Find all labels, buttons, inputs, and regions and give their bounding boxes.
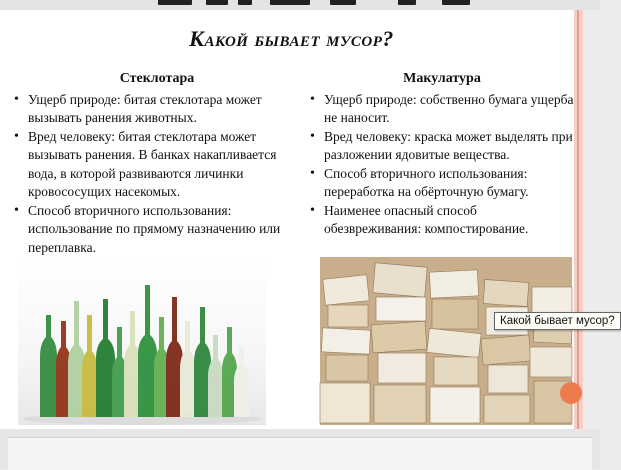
list-item: • Ущерб природе: битая стеклотара может вызывать ранения животных.: [12, 91, 302, 128]
list-item: • Наименее опасный способ обезвреживания: компостирование.: [308, 202, 576, 239]
column-paper: [308, 70, 576, 239]
presentation-slide: [0, 10, 583, 429]
list-item: • Вред человеку: битая стеклотара может вызывать ранения. В банках накапливается вода, в которой развиваются личинки кровососущих насекомых.: [12, 128, 302, 202]
top-strip: [0, 0, 600, 10]
column-heading-glass: Стеклотара: [119, 71, 195, 86]
waste-paper-photo: [320, 257, 572, 425]
slide-title: Какой бывает мусор?: [189, 26, 394, 51]
column-glass: [12, 70, 302, 257]
paper-bullet-list: [308, 91, 576, 239]
slide-tooltip: Какой бывает мусор?: [494, 312, 621, 330]
list-item: • Вред человеку: краска может выделять при разложении ядовитые вещества.: [308, 128, 576, 165]
list-item: • Ущерб природе: собственно бумага ущерба не наносит.: [308, 91, 576, 128]
glass-bullet-list: [12, 91, 302, 258]
column-heading-paper: Макулатура: [403, 71, 481, 86]
list-item: • Способ вторичного использования: переработка на обёрточную бумагу.: [308, 165, 576, 202]
glass-bottles-photo: [18, 257, 266, 425]
list-item: • Способ вторичного использования: использование по прямому назначению или переплавка.: [12, 202, 302, 258]
bottom-bar: [0, 429, 600, 469]
nav-dot-icon[interactable]: [560, 382, 582, 404]
